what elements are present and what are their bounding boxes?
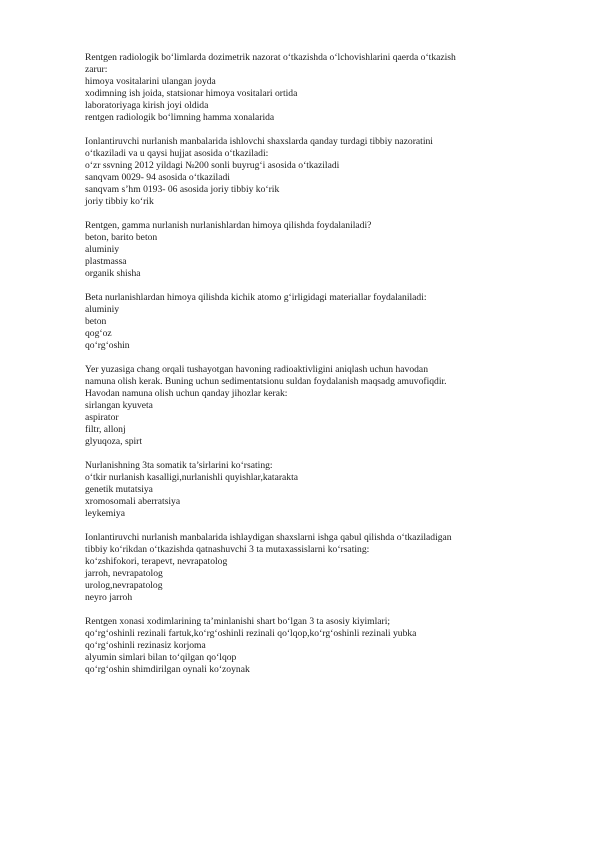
answer-option: o‘zr ssvning 2012 yildagi №200 sonli buyrug‘i asosida o‘tkaziladi [85,160,340,171]
answer-option: himoya vositalarini ulangan joyda [85,76,216,87]
question-text: Havodan namuna olish uchun qanday jihozlar kerak: [85,388,288,399]
question-text: tibbiy ko‘rikdan o‘tkazishda qatnashuvchi 3 ta mutaxassislarni ko‘rsating: [85,544,370,555]
question-text: o‘tkaziladi va u qaysi hujjat asosida o‘tkaziladi: [85,148,269,159]
question-text: Ionlantiruvchi nurlanish manbalarida ishlaydigan shaxslarni ishga qabul qilishda o‘tkaziladigan [85,532,452,543]
question-block-7 [85,532,565,604]
question-block-3 [85,220,565,280]
answer-option: beton, barito beton [85,232,158,243]
question-text: Nurlanishning 3ta somatik ta’sirlarini ko‘rsating: [85,460,273,471]
answer-option: leykemiya [85,508,125,519]
answer-option: qo‘rg‘oshinli rezinali fartuk,ko‘rg‘oshinli rezinali qo‘lqop,ko‘rg‘oshinli rezinali yubka [85,628,417,639]
answer-option: joriy tibbiy ko‘rik [85,196,154,207]
answer-option: genetik mutatsiya [85,484,153,495]
answer-option: jarroh, nevrapatolog [85,568,163,579]
question-text: Rentgen, gamma nurlanish nurlanishlardan himoya qilishda foydalaniladi? [85,220,372,231]
question-block-8 [85,616,565,676]
answer-option: alyumin simlari bilan to‘qilgan qo‘lqop [85,652,237,663]
answer-option: qo‘rg‘oshinli rezinasiz korjoma [85,640,206,651]
answer-option: organik shisha [85,268,141,279]
question-text: zarur: [85,64,108,75]
answer-option: sirlangan kyuveta [85,400,153,411]
answer-option: aluminiy [85,304,120,315]
question-block-6 [85,460,565,520]
answer-option: plastmassa [85,256,127,267]
document-page [85,52,565,688]
answer-option: sanqvam s’hm 0193- 06 asosida joriy tibbiy ko‘rik [85,184,280,195]
question-text: namuna olish kerak. Buning uchun sedimentatsionu suldan foydalanish maqsadg amuvofiqdir. [85,376,447,387]
answer-option: qog‘oz [85,328,112,339]
answer-option: neyro jarroh [85,592,133,603]
question-block-2 [85,136,565,208]
answer-option: o‘tkir nurlanish kasalligi,nurlanishli quyishlar,katarakta [85,472,299,483]
answer-option: rentgen radiologik bo‘limning hamma xonalarida [85,112,275,123]
answer-option: filtr, allonj [85,424,126,435]
question-text: Yer yuzasiga chang orqali tushayotgan havoning radioaktivligini aniqlash uchun havodan [85,364,428,375]
answer-option: sanqvam 0029- 94 asosida o‘tkaziladi [85,172,230,183]
question-text: Ionlantiruvchi nurlanish manbalarida ishlovchi shaxslarda qanday turdagi tibbiy nazoratini [85,136,433,147]
answer-option: laboratoriyaga kirish joyi oldida [85,100,209,111]
answer-option: glyuqoza, spirt [85,436,143,447]
question-block-5 [85,364,565,448]
answer-option: aluminiy [85,244,120,255]
question-block-4 [85,292,565,352]
answer-option: xromosomali aberratsiya [85,496,181,507]
answer-option: urolog,nevrapatolog [85,580,163,591]
answer-option: qo‘rg‘oshin shimdirilgan oynali ko‘zoynak [85,664,250,675]
question-text: Rentgen radiologik bo‘limlarda dozimetrik nazorat o‘tkazishda o‘lchovishlarini qaerda o‘tkazish [85,52,456,63]
question-text: Beta nurlanishlardan himoya qilishda kichik atomo g‘irligidagi materiallar foydalaniladi: [85,292,427,303]
answer-option: beton [85,316,107,327]
answer-option: aspirator [85,412,119,423]
question-text: Rentgen xonasi xodimlarining ta’minlanishi shart bo‘lgan 3 ta asosiy kiyimlari; [85,616,391,627]
answer-option: ko‘zshifokori, terapevt, nevrapatolog [85,556,228,567]
answer-option: qo‘rg‘oshin [85,340,130,351]
question-block-1 [85,52,565,124]
answer-option: xodimning ish joida, statsionar himoya vositalari ortida [85,88,298,99]
